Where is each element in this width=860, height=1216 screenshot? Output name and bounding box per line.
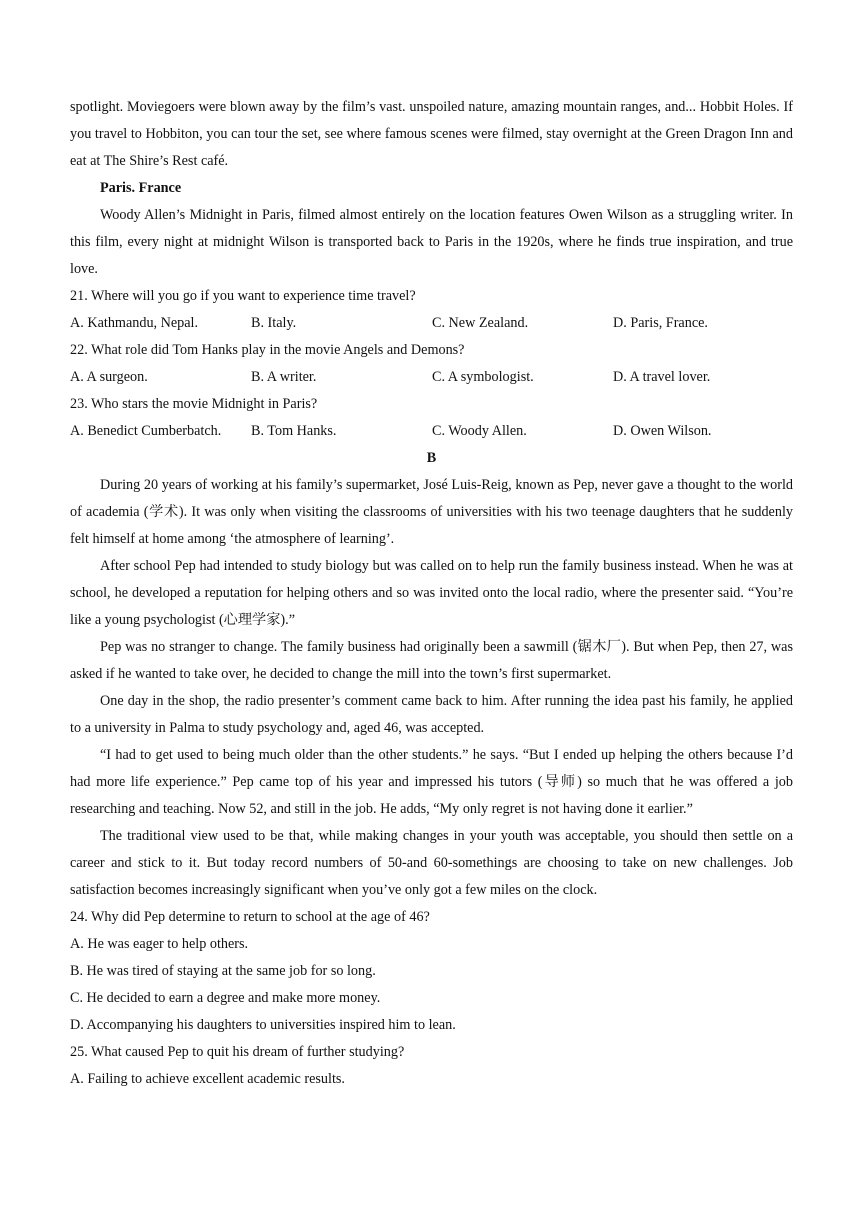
question-21-stem: 21. Where will you go if you want to experience time travel? (70, 288, 416, 304)
section-b-paragraph-3: Pep was no stranger to change. The family business had originally been a sawmill (锯木厂). But when Pep, then 27, was asked if he wanted to take over, he decided to change the mill into the town’s first supermarket. (70, 639, 793, 682)
question-23-options (70, 418, 793, 445)
question-22-option-a: A. A surgeon. (70, 369, 148, 385)
question-22-stem: 22. What role did Tom Hanks play in the movie Angels and Demons? (70, 342, 465, 358)
hobbiton-paragraph: spotlight. Moviegoers were blown away by the film’s vast. unspoiled nature, amazing mountain ranges, and... Hobbit Holes. If you travel to Hobbiton, you can tour the set, see where famous scenes were filmed, stay overnight at the Green Dragon Inn and eat at The Shire’s Rest café. (70, 99, 793, 169)
question-21-options (70, 310, 793, 337)
section-b-paragraph-6: The traditional view used to be that, while making changes in your youth was acceptable, you should then settle on a career and stick to it. But today record numbers of 50-and 60-somethings are choosing to take on new challenges. Job satisfaction becomes increasingly significant when you’ve only got a few miles on the clock. (70, 828, 793, 898)
section-b-paragraph-1: During 20 years of working at his family’s supermarket, José Luis-Reig, known as Pep, never gave a thought to the world of academia (学术). It was only when visiting the classrooms of universities with his two teenage daughters that he suddenly felt himself at home among ‘the atmosphere of learning’. (70, 477, 793, 547)
paris-paragraph: Woody Allen’s Midnight in Paris, filmed almost entirely on the location features Owen Wilson as a struggling writer. In this film, every night at midnight Wilson is transported back to Paris in the 1920s, where he finds true inspiration, and true love. (70, 207, 793, 277)
question-23-option-d: D. Owen Wilson. (613, 423, 712, 439)
section-b-paragraph-2: After school Pep had intended to study biology but was called on to help run the family business instead. When he was at school, he developed a reputation for helping others and so was invited onto the local radio, where the presenter said. “You’re like a young psychologist (心理学家).” (70, 558, 793, 628)
question-24-option-d: D. Accompanying his daughters to universities inspired him to lean. (70, 1017, 456, 1033)
question-23-option-a: A. Benedict Cumberbatch. (70, 423, 222, 439)
question-21-option-d: D. Paris, France. (613, 315, 708, 331)
section-b-heading: B (426, 450, 437, 466)
question-21-option-b: B. Italy. (251, 315, 297, 331)
question-23-option-c: C. Woody Allen. (432, 423, 527, 439)
question-23-option-b: B. Tom Hanks. (251, 423, 337, 439)
question-22-option-b: B. A writer. (251, 369, 317, 385)
question-24-option-b: B. He was tired of staying at the same job for so long. (70, 963, 376, 979)
section-b-paragraph-5: “I had to get used to being much older than the other students.” he says. “But I ended up helping the others because I’d had more life experience.” Pep came top of his year and impressed his tutors (导师) so much that he was offered a job researching and teaching. Now 52, and still in the job. He adds, “My only regret is not having done it earlier.” (70, 747, 793, 817)
question-24-stem: 24. Why did Pep determine to return to school at the age of 46? (70, 909, 430, 925)
question-22-option-c: C. A symbologist. (432, 369, 534, 385)
paris-heading: Paris. France (100, 180, 182, 196)
question-22-options (70, 364, 793, 391)
question-21-option-a: A. Kathmandu, Nepal. (70, 315, 199, 331)
question-24-option-c: C. He decided to earn a degree and make more money. (70, 990, 381, 1006)
question-24-option-a: A. He was eager to help others. (70, 936, 249, 952)
question-22-option-d: D. A travel lover. (613, 369, 711, 385)
section-b-paragraph-4: One day in the shop, the radio presenter’s comment came back to him. After running the idea past his family, he applied to a university in Palma to study psychology and, aged 46, was accepted. (70, 693, 793, 736)
question-25-stem: 25. What caused Pep to quit his dream of further studying? (70, 1044, 405, 1060)
question-21-option-c: C. New Zealand. (432, 315, 529, 331)
question-25-option-a: A. Failing to achieve excellent academic results. (70, 1071, 345, 1087)
question-23-stem: 23. Who stars the movie Midnight in Paris? (70, 396, 318, 412)
document-page (70, 94, 793, 1093)
